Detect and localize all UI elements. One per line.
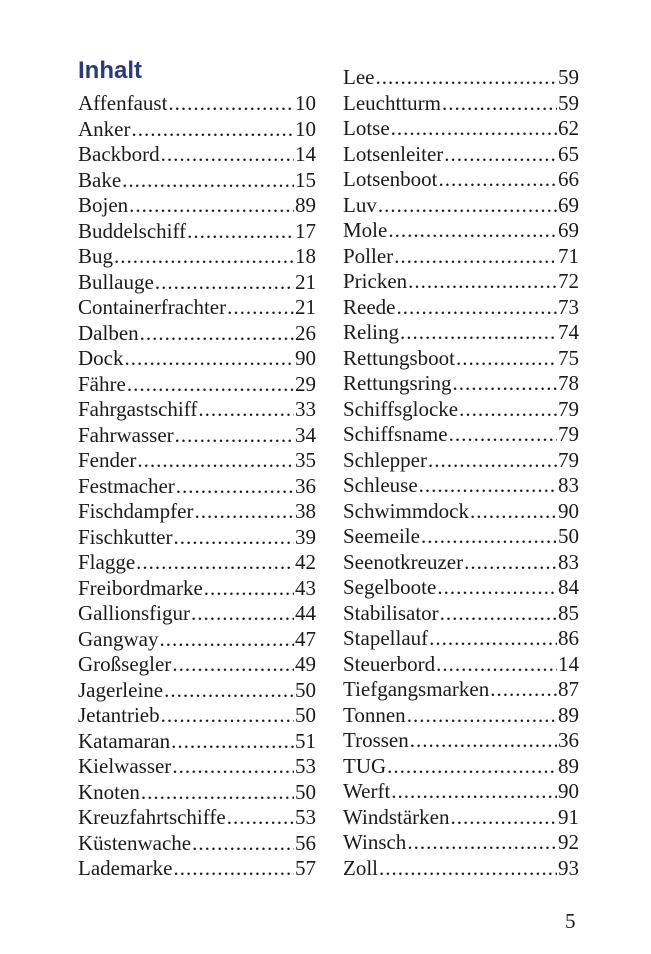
toc-entry-term: Bullauge (78, 269, 154, 294)
toc-entry-term: Werft (343, 779, 391, 803)
dot-leader (164, 678, 294, 704)
toc-entry-term: Containerfrachter (78, 295, 227, 319)
toc-entry-page: 59 (558, 90, 579, 115)
toc-entry-page: 50 (558, 524, 579, 548)
toc-entry (78, 703, 316, 729)
dot-leader (173, 856, 294, 882)
toc-entry-page: 69 (558, 192, 579, 217)
dot-leader (141, 780, 294, 806)
dot-leader (379, 856, 557, 882)
toc-entry-term: Segelboote (343, 575, 437, 599)
toc-entry-term: Jagerleine (78, 677, 164, 702)
toc-entry (78, 91, 316, 117)
toc-entry (343, 703, 579, 729)
toc-entry-term: Schiffsname (343, 422, 448, 446)
toc-entry-term: Schleuse (343, 473, 418, 497)
toc-entry-term: Dalben (78, 320, 139, 345)
toc-entry-page: 56 (295, 830, 316, 855)
toc-entry-term: Seenotkreuzer (343, 549, 464, 574)
toc-entry-term: Küstenwache (78, 830, 192, 855)
toc-entry-page: 39 (295, 524, 316, 549)
dot-leader (191, 601, 294, 627)
toc-entry (343, 575, 579, 601)
toc-entry-term: Schlepper (343, 447, 427, 472)
dot-leader (161, 703, 294, 729)
toc-entry-page: 91 (558, 804, 579, 829)
toc-entry-page: 87 (558, 677, 579, 701)
toc-entry-term: Backbord (78, 142, 160, 166)
toc-entry-page: 65 (558, 141, 579, 166)
toc-entry (343, 652, 579, 678)
dot-leader (161, 142, 294, 168)
toc-entry-page: 86 (558, 626, 579, 650)
toc-entry-page: 57 (295, 856, 316, 880)
toc-entry (343, 295, 579, 321)
toc-entry (78, 321, 316, 347)
dot-leader (122, 168, 294, 194)
dot-leader (391, 116, 557, 142)
toc-entry-page: 74 (558, 320, 579, 344)
dot-leader (429, 626, 557, 652)
toc-entry-page: 53 (295, 805, 316, 829)
toc-entry (343, 167, 579, 193)
dot-leader (440, 601, 557, 627)
dot-leader (168, 91, 294, 117)
toc-entry (343, 830, 579, 856)
toc-entry-page: 26 (295, 320, 316, 345)
toc-entry-term: Stapellauf (343, 626, 429, 650)
dot-leader (437, 575, 557, 601)
toc-entry (343, 244, 579, 270)
toc-entry-page: 34 (295, 422, 316, 447)
toc-entry-page: 84 (558, 575, 579, 599)
toc-entry (343, 448, 579, 474)
toc-entry-term: Luv (343, 192, 377, 217)
toc-entry-term: Schwimmdock (343, 498, 469, 523)
toc-entry-term: Großsegler (78, 652, 172, 676)
toc-entry-page: 51 (295, 728, 316, 753)
dot-leader (140, 321, 294, 347)
toc-entry-page: 50 (295, 779, 316, 804)
dot-leader (174, 525, 295, 551)
dot-leader (131, 117, 294, 143)
toc-entry (343, 65, 579, 91)
toc-entry-page: 83 (558, 473, 579, 497)
dot-leader (456, 346, 557, 372)
dot-leader (375, 65, 557, 91)
toc-entry-page: 93 (558, 855, 579, 880)
dot-leader (470, 499, 557, 525)
dot-leader (449, 422, 557, 448)
dot-leader (428, 448, 557, 474)
toc-entry-page: 69 (558, 218, 579, 242)
toc-entry (78, 219, 316, 245)
toc-entry-term: Katamaran (78, 728, 171, 753)
toc-entry-term: Festmacher (78, 473, 175, 498)
toc-entry-page: 89 (558, 753, 579, 778)
toc-entry-page: 66 (558, 167, 579, 191)
toc-entry-page: 78 (558, 371, 579, 395)
toc-entry (78, 780, 316, 806)
dot-leader (400, 320, 557, 346)
toc-entry (78, 550, 316, 576)
toc-entry-term: Flagge (78, 550, 136, 574)
toc-entry (78, 168, 316, 194)
toc-entry-term: Tonnen (343, 702, 406, 727)
toc-entry-page: 18 (295, 244, 316, 268)
dot-leader (175, 423, 294, 449)
toc-entry-page: 83 (558, 549, 579, 574)
toc-entry-page: 36 (558, 728, 579, 752)
toc-entry (78, 193, 316, 219)
toc-entry-term: Mole (343, 218, 388, 242)
toc-entry-term: Lotse (343, 116, 390, 140)
toc-entry (78, 474, 316, 500)
dot-leader (159, 627, 294, 653)
toc-entry (78, 142, 316, 168)
dot-leader (453, 371, 558, 397)
toc-entry-page: 17 (295, 218, 316, 243)
toc-entry (78, 346, 316, 372)
dot-leader (407, 830, 557, 856)
dot-leader (155, 270, 294, 296)
toc-entry (78, 397, 316, 423)
dot-leader (410, 728, 557, 754)
toc-entry-page: 53 (295, 754, 316, 778)
toc-entry (78, 295, 316, 321)
toc-entry (78, 499, 316, 525)
toc-entry (78, 627, 316, 653)
page-number: 5 (565, 909, 576, 933)
toc-entry-term: Dock (78, 346, 124, 370)
toc-entry-term: Tiefgangsmarken (343, 677, 490, 701)
toc-entry-page: 43 (295, 575, 316, 600)
dot-leader (391, 779, 557, 805)
toc-entry (78, 244, 316, 270)
toc-entry-term: Fähre (78, 371, 126, 396)
toc-entry-page: 47 (295, 626, 316, 651)
toc-entry (343, 269, 579, 295)
dot-leader (227, 295, 294, 321)
toc-entry-term: Kreuzfahrtschiffe (78, 805, 226, 829)
toc-entry-term: Anker (78, 116, 131, 141)
toc-entry-page: 92 (558, 830, 579, 854)
toc-entry (78, 652, 316, 678)
toc-entry (343, 601, 579, 627)
toc-entry-term: Buddelschiff (78, 218, 187, 243)
dot-leader (396, 295, 557, 321)
toc-entry-term: Gallionsfigur (78, 601, 190, 625)
dot-leader (127, 372, 294, 398)
toc-entry (343, 116, 579, 142)
toc-entry (343, 91, 579, 117)
toc-entry-page: 90 (295, 346, 316, 370)
dot-leader (442, 91, 557, 117)
toc-entry-page: 44 (295, 601, 316, 625)
toc-entry-page: 21 (295, 269, 316, 294)
toc-entry-term: Knoten (78, 779, 140, 804)
dot-leader (490, 677, 557, 703)
toc-entry-page: 75 (558, 345, 579, 370)
toc-entry-term: TUG (343, 753, 387, 778)
toc-entry-page: 50 (295, 703, 316, 727)
page-title: Inhalt (78, 57, 142, 84)
toc-entry-term: Bug (78, 244, 114, 268)
toc-entry-page: 35 (295, 448, 316, 472)
toc-entry-page: 29 (295, 371, 316, 396)
toc-entry (343, 371, 579, 397)
toc-entry (343, 320, 579, 346)
toc-entry-page: 10 (295, 91, 316, 115)
toc-entry (343, 677, 579, 703)
toc-entry-term: Trossen (343, 728, 409, 752)
dot-leader (387, 754, 557, 780)
dot-leader (459, 397, 557, 423)
dot-leader (436, 652, 557, 678)
toc-entry-term: Zoll (343, 855, 378, 880)
toc-entry-page: 14 (295, 142, 316, 166)
toc-entry (78, 448, 316, 474)
toc-entry-term: Lotsenboot (343, 167, 438, 191)
toc-entry-term: Leuchtturm (343, 90, 441, 115)
toc-entry-term: Stabilisator (343, 600, 439, 625)
dot-leader (198, 397, 294, 423)
toc-column-left (78, 91, 316, 882)
dot-leader (125, 346, 295, 372)
toc-entry-term: Bake (78, 167, 122, 192)
toc-entry (343, 193, 579, 219)
toc-entry-term: Gangway (78, 626, 159, 651)
toc-entry-term: Lotsenleiter (343, 141, 444, 166)
toc-entry (343, 779, 579, 805)
toc-entry-page: 79 (558, 422, 579, 446)
toc-entry-page: 90 (558, 498, 579, 523)
toc-entry-page: 33 (295, 397, 316, 421)
toc-entry (78, 423, 316, 449)
toc-entry (78, 372, 316, 398)
dot-leader (172, 652, 294, 678)
toc-entry-page: 90 (558, 779, 579, 803)
toc-entry (78, 831, 316, 857)
toc-entry-term: Fahrgastschiff (78, 397, 198, 421)
toc-entry-term: Steuerbord (343, 651, 436, 676)
dot-leader (172, 754, 294, 780)
toc-entry-page: 73 (558, 294, 579, 319)
toc-entry-term: Reling (343, 320, 399, 344)
dot-leader (450, 805, 557, 831)
toc-entry (343, 524, 579, 550)
toc-entry-term: Poller (343, 243, 394, 268)
dot-leader (444, 142, 557, 168)
toc-entry (78, 601, 316, 627)
toc-entry-term: Fischkutter (78, 524, 173, 549)
toc-entry-term: Lee (343, 65, 375, 89)
dot-leader (421, 524, 557, 550)
toc-entry-page: 59 (558, 65, 579, 89)
toc-entry-page: 79 (558, 447, 579, 472)
toc-entry (78, 754, 316, 780)
toc-entry-page: 79 (558, 396, 579, 421)
toc-entry (343, 218, 579, 244)
toc-entry-term: Pricken (343, 269, 408, 293)
toc-entry (343, 473, 579, 499)
toc-entry (78, 576, 316, 602)
dot-leader (194, 499, 294, 525)
toc-column-right (343, 65, 579, 881)
toc-entry (78, 678, 316, 704)
toc-entry-term: Reede (343, 294, 396, 319)
toc-entry-page: 72 (558, 269, 579, 293)
toc-entry (343, 397, 579, 423)
toc-entry-page: 49 (295, 652, 316, 676)
toc-entry (343, 346, 579, 372)
toc-entry-page: 38 (295, 499, 316, 523)
toc-entry (343, 142, 579, 168)
dot-leader (464, 550, 557, 576)
toc-entry (78, 525, 316, 551)
toc-entry-page: 10 (295, 116, 316, 141)
toc-entry (343, 805, 579, 831)
toc-entry (78, 805, 316, 831)
dot-leader (419, 473, 557, 499)
toc-entry-page: 71 (558, 243, 579, 268)
toc-entry-term: Seemeile (343, 524, 420, 548)
toc-entry (78, 117, 316, 143)
dot-leader (136, 550, 294, 576)
toc-entry-page: 62 (558, 116, 579, 140)
toc-entry (78, 856, 316, 882)
toc-entry (78, 729, 316, 755)
dot-leader (394, 244, 557, 270)
toc-entry (343, 856, 579, 882)
toc-entry-term: Fischdampfer (78, 499, 194, 523)
toc-entry-page: 36 (295, 473, 316, 498)
toc-entry (343, 626, 579, 652)
toc-entry (343, 499, 579, 525)
dot-leader (187, 219, 294, 245)
toc-entry-term: Kielwasser (78, 754, 172, 778)
toc-entry (343, 422, 579, 448)
dot-leader (388, 218, 557, 244)
toc-entry-page: 85 (558, 600, 579, 625)
toc-entry-term: Freibordmarke (78, 575, 203, 600)
toc-entry-term: Winsch (343, 830, 407, 854)
toc-entry-term: Jetantrieb (78, 703, 160, 727)
toc-entry-page: 89 (295, 193, 316, 217)
dot-leader (192, 831, 294, 857)
dot-leader (227, 805, 294, 831)
toc-entry-page: 42 (295, 550, 316, 574)
dot-leader (408, 269, 557, 295)
toc-entry (343, 728, 579, 754)
dot-leader (439, 167, 558, 193)
toc-entry-term: Schiffsglocke (343, 396, 459, 421)
toc-entry (343, 754, 579, 780)
toc-entry-page: 50 (295, 677, 316, 702)
toc-entry (78, 270, 316, 296)
dot-leader (171, 729, 294, 755)
dot-leader (137, 448, 294, 474)
toc-entry-term: Fender (78, 448, 137, 472)
toc-entry-page: 14 (558, 651, 579, 676)
toc-entry-term: Rettungsring (343, 371, 452, 395)
toc-entry-term: Windstärken (343, 804, 450, 829)
toc-entry-term: Affenfaust (78, 91, 168, 115)
toc-entry-term: Rettungsboot (343, 345, 456, 370)
toc-entry-page: 15 (295, 167, 316, 192)
toc-entry-term: Fahrwasser (78, 422, 174, 447)
dot-leader (204, 576, 294, 602)
toc-entry-term: Lademarke (78, 856, 173, 880)
toc-entry-page: 21 (295, 295, 316, 319)
dot-leader (114, 244, 294, 270)
toc-entry-term: Bojen (78, 193, 129, 217)
toc-entry-page: 89 (558, 702, 579, 727)
dot-leader (176, 474, 294, 500)
dot-leader (378, 193, 557, 219)
dot-leader (129, 193, 294, 219)
toc-entry (343, 550, 579, 576)
dot-leader (407, 703, 557, 729)
